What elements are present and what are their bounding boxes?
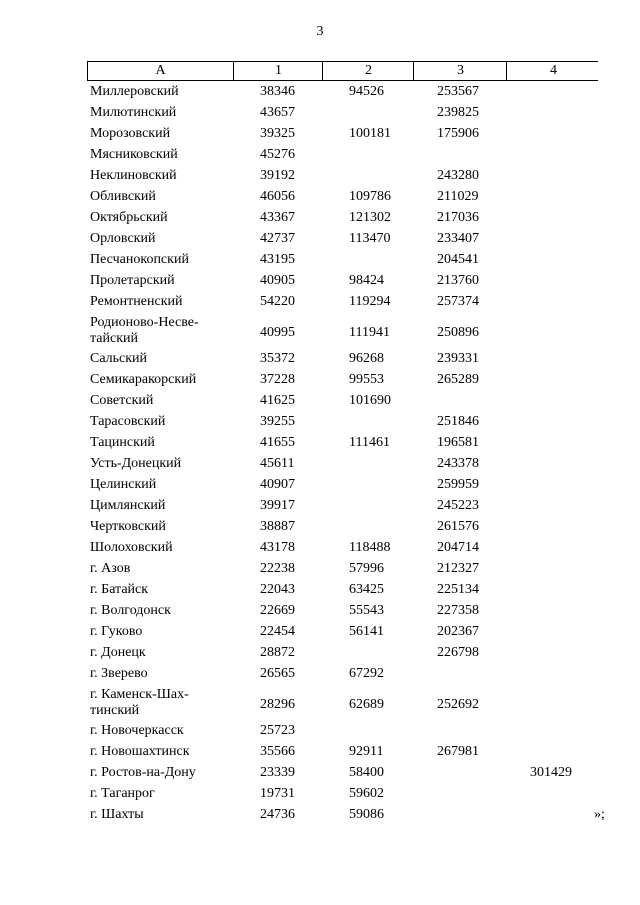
table-row (0, 519, 640, 540)
row-value-c2: 94526 (349, 84, 384, 99)
row-name: Шолоховский (90, 540, 173, 555)
row-value-c3: 265289 (437, 372, 479, 387)
header-col-1: 1 (233, 62, 323, 80)
row-value-c2: 109786 (349, 189, 391, 204)
row-name: Милютинский (90, 105, 177, 120)
table-row (0, 252, 640, 273)
table-row (0, 351, 640, 372)
row-name: г. Новочеркасск (90, 723, 184, 738)
table-row (0, 84, 640, 105)
row-value-c1: 54220 (260, 294, 295, 309)
row-value-c4: 301429 (530, 765, 572, 780)
row-value-c2: 98424 (349, 273, 384, 288)
row-value-c1: 26565 (260, 666, 295, 681)
row-value-c2: 96268 (349, 351, 384, 366)
row-value-c3: 250896 (437, 325, 479, 340)
row-name: г. Азов (90, 561, 131, 576)
row-value-c1: 43195 (260, 252, 295, 267)
row-value-c1: 45276 (260, 147, 295, 162)
row-name: Ремонтненский (90, 294, 183, 309)
row-value-c1: 35372 (260, 351, 295, 366)
page-number: 3 (316, 24, 324, 39)
row-name: Тарасовский (90, 414, 166, 429)
row-value-c3: 251846 (437, 414, 479, 429)
row-name: г. Шахты (90, 807, 144, 822)
row-name: Морозовский (90, 126, 171, 141)
row-value-c2: 121302 (349, 210, 391, 225)
row-value-c3: 233407 (437, 231, 479, 246)
closing-mark: »; (594, 807, 605, 822)
row-value-c2: 63425 (349, 582, 384, 597)
row-value-c2: 92911 (349, 744, 384, 759)
row-value-c1: 40907 (260, 477, 295, 492)
row-name: г. Ростов-на-Дону (90, 765, 196, 780)
row-name: Чертковский (90, 519, 166, 534)
row-value-c1: 28296 (260, 697, 295, 712)
row-value-c3: 243280 (437, 168, 479, 183)
row-value-c3: 202367 (437, 624, 479, 639)
table-row (0, 210, 640, 231)
row-name: Целинский (90, 477, 157, 492)
row-value-c3: 226798 (437, 645, 479, 660)
table-body (0, 84, 640, 828)
row-value-c1: 41625 (260, 393, 295, 408)
table-row (0, 393, 640, 414)
table-row (0, 273, 640, 294)
row-value-c1: 35566 (260, 744, 295, 759)
table-row (0, 498, 640, 519)
table-row (0, 126, 640, 147)
row-value-c3: 239331 (437, 351, 479, 366)
row-name: Родионово-Несве- тайский (90, 315, 199, 346)
row-value-c1: 45611 (260, 456, 295, 471)
row-value-c1: 43367 (260, 210, 295, 225)
row-value-c2: 56141 (349, 624, 384, 639)
table-row (0, 624, 640, 645)
row-name: Песчанокопский (90, 252, 189, 267)
header-col-4: 4 (506, 62, 600, 80)
table-row (0, 765, 640, 786)
row-value-c1: 43657 (260, 105, 295, 120)
row-value-c2: 119294 (349, 294, 391, 309)
row-name: Пролетарский (90, 273, 175, 288)
row-value-c3: 175906 (437, 126, 479, 141)
row-value-c1: 40995 (260, 325, 295, 340)
table-row (0, 603, 640, 624)
table-row (0, 723, 640, 744)
row-value-c2: 113470 (349, 231, 391, 246)
table-row (0, 666, 640, 687)
row-value-c3: 239825 (437, 105, 479, 120)
row-name: Октябрьский (90, 210, 168, 225)
row-name: Обливский (90, 189, 156, 204)
row-value-c2: 101690 (349, 393, 391, 408)
table-row (0, 435, 640, 456)
row-value-c2: 99553 (349, 372, 384, 387)
row-name: Неклиновский (90, 168, 177, 183)
row-value-c3: 225134 (437, 582, 479, 597)
table-row (0, 294, 640, 315)
row-value-c1: 41655 (260, 435, 295, 450)
row-value-c1: 23339 (260, 765, 295, 780)
row-value-c3: 253567 (437, 84, 479, 99)
row-value-c2: 59602 (349, 786, 384, 801)
row-value-c1: 25723 (260, 723, 295, 738)
table-row (0, 456, 640, 477)
row-name: Миллеровский (90, 84, 179, 99)
table-row (0, 105, 640, 126)
row-name: Мясниковский (90, 147, 178, 162)
row-value-c2: 67292 (349, 666, 384, 681)
table-row (0, 540, 640, 561)
row-value-c2: 118488 (349, 540, 391, 555)
row-value-c1: 39255 (260, 414, 295, 429)
row-value-c3: 257374 (437, 294, 479, 309)
table-row (0, 189, 640, 210)
row-value-c1: 22669 (260, 603, 295, 618)
row-name: Советский (90, 393, 154, 408)
row-name: Усть-Донецкий (90, 456, 182, 471)
table-row (0, 414, 640, 435)
row-value-c1: 28872 (260, 645, 295, 660)
row-value-c2: 58400 (349, 765, 384, 780)
row-value-c1: 39917 (260, 498, 295, 513)
row-name: г. Донецк (90, 645, 146, 660)
row-name: г. Новошахтинск (90, 744, 190, 759)
row-value-c3: 261576 (437, 519, 479, 534)
row-value-c3: 227358 (437, 603, 479, 618)
row-name: г. Батайск (90, 582, 149, 597)
table-header (87, 61, 598, 81)
row-value-c3: 213760 (437, 273, 479, 288)
table-row (0, 786, 640, 807)
table-row (0, 231, 640, 252)
row-value-c2: 59086 (349, 807, 384, 822)
row-name: Цимлянский (90, 498, 166, 513)
row-name: г. Каменск-Шах- тинский (90, 687, 189, 718)
table-row (0, 315, 640, 351)
table-row (0, 687, 640, 723)
row-value-c1: 22043 (260, 582, 295, 597)
row-name: г. Зверево (90, 666, 148, 681)
row-name: Сальский (90, 351, 148, 366)
table-row (0, 168, 640, 189)
table-row (0, 147, 640, 168)
row-value-c1: 43178 (260, 540, 295, 555)
row-value-c2: 57996 (349, 561, 384, 576)
row-value-c1: 22238 (260, 561, 295, 576)
row-name: Орловский (90, 231, 156, 246)
header-col-2: 2 (322, 62, 414, 80)
table-row (0, 645, 640, 666)
row-value-c1: 38346 (260, 84, 295, 99)
row-value-c3: 204541 (437, 252, 479, 267)
header-col-3: 3 (413, 62, 507, 80)
row-value-c1: 22454 (260, 624, 295, 639)
row-value-c3: 196581 (437, 435, 479, 450)
table-row (0, 372, 640, 393)
row-value-c3: 245223 (437, 498, 479, 513)
row-value-c1: 24736 (260, 807, 295, 822)
row-value-c3: 243378 (437, 456, 479, 471)
row-value-c3: 211029 (437, 189, 479, 204)
row-value-c1: 39325 (260, 126, 295, 141)
row-value-c3: 259959 (437, 477, 479, 492)
row-value-c2: 111461 (349, 435, 390, 450)
row-value-c3: 204714 (437, 540, 479, 555)
table-row (0, 561, 640, 582)
row-value-c1: 38887 (260, 519, 295, 534)
table-row (0, 582, 640, 603)
table-row (0, 477, 640, 498)
row-value-c2: 111941 (349, 325, 390, 340)
row-name: Тацинский (90, 435, 155, 450)
row-value-c1: 42737 (260, 231, 295, 246)
row-name: г. Гуково (90, 624, 143, 639)
row-value-c3: 212327 (437, 561, 479, 576)
row-name: Семикаракорский (90, 372, 197, 387)
row-value-c3: 252692 (437, 697, 479, 712)
row-value-c1: 46056 (260, 189, 295, 204)
row-value-c1: 37228 (260, 372, 295, 387)
row-value-c2: 55543 (349, 603, 384, 618)
row-name: г. Волгодонск (90, 603, 171, 618)
row-value-c3: 267981 (437, 744, 479, 759)
row-value-c1: 19731 (260, 786, 295, 801)
row-value-c1: 40905 (260, 273, 295, 288)
row-name: г. Таганрог (90, 786, 155, 801)
row-value-c3: 217036 (437, 210, 479, 225)
row-value-c2: 100181 (349, 126, 391, 141)
row-value-c2: 62689 (349, 697, 384, 712)
row-value-c1: 39192 (260, 168, 295, 183)
header-col-a: А (155, 63, 166, 78)
table-row (0, 807, 640, 828)
table-row (0, 744, 640, 765)
